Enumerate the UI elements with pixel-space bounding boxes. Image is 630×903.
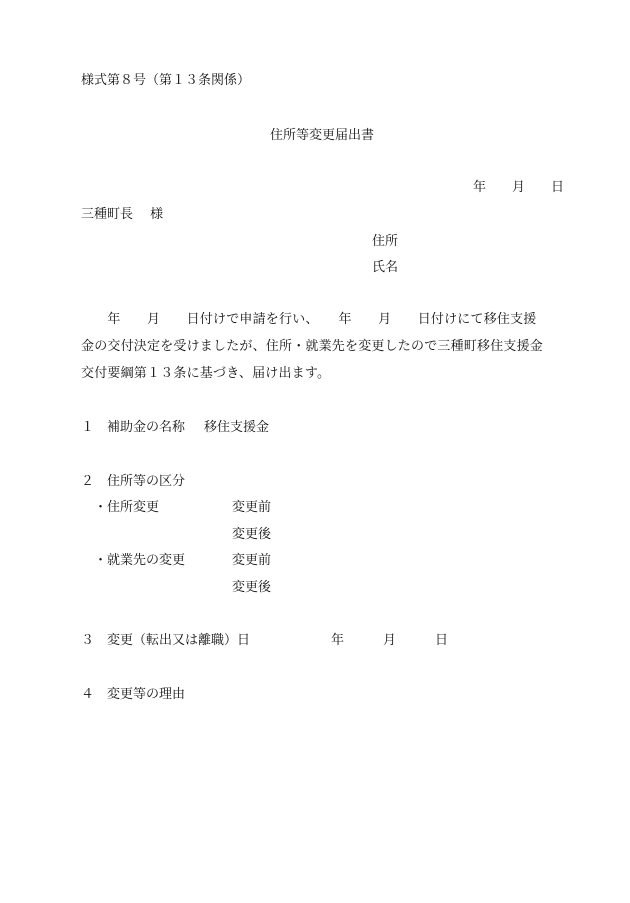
section-3-date: 年 月 日 (331, 633, 449, 648)
section-3-number: ３ (81, 633, 95, 648)
submission-date: 年 月 日 (472, 180, 564, 195)
body-line-3: 交付要綱第１３条に基づき、届け出ます。 (81, 366, 331, 381)
recipient: 三種町長 様 (81, 207, 164, 222)
section-1-label: 補助金の名称 (107, 420, 186, 435)
body-paragraph (81, 306, 579, 387)
address-label: 住所 (372, 234, 399, 249)
section-2-label: 住所等の区分 (107, 474, 186, 489)
section-4-label: 変更等の理由 (107, 687, 186, 702)
form-number: 様式第８号（第１３条関係） (81, 73, 251, 88)
section-2-number: ２ (81, 474, 95, 489)
address-change-item: ・住所変更 (94, 500, 160, 515)
body-line-1: 年 月 日付けで申請を行い、 年 月 日付けにて移住支援 (81, 312, 537, 327)
document-title: 住所等変更届出書 (270, 128, 375, 143)
body-line-2: 金の交付決定を受けましたが、住所・就業先を変更したので三種町移住支援金 (81, 339, 544, 354)
employer-change-item: ・就業先の変更 (94, 553, 186, 568)
name-label: 氏名 (372, 260, 399, 275)
employer-before-label: 変更前 (232, 553, 272, 568)
section-1-number: １ (81, 420, 95, 435)
address-before-label: 変更前 (232, 500, 272, 515)
address-after-label: 変更後 (232, 527, 272, 542)
section-3-label: 変更（転出又は離職）日 (107, 633, 251, 648)
employer-after-label: 変更後 (232, 580, 272, 595)
section-4-number: ４ (81, 687, 95, 702)
section-1-value: 移住支援金 (204, 420, 270, 435)
